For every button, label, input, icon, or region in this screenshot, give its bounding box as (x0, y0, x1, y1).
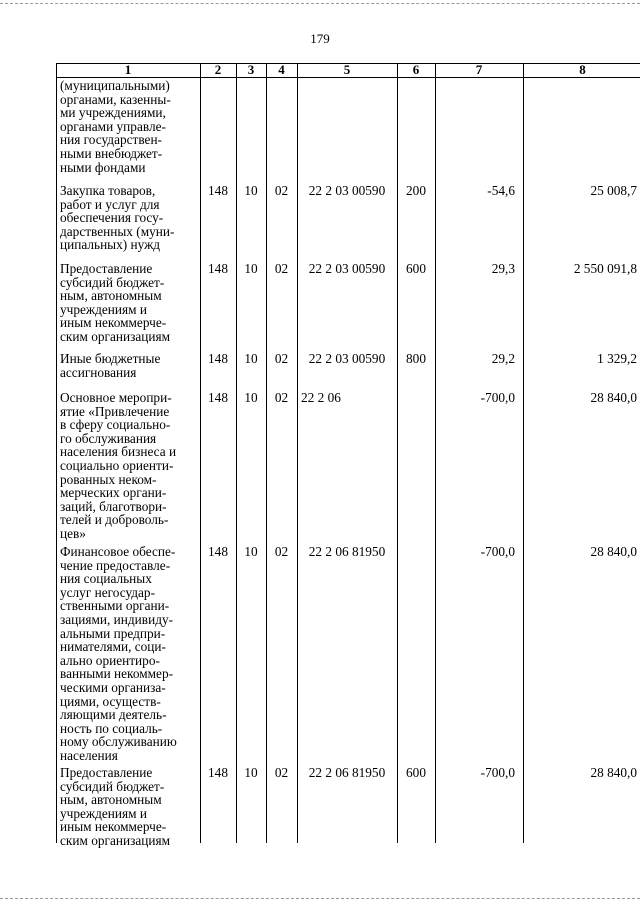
section-code: 10 (244, 544, 258, 559)
col-rule (266, 63, 267, 843)
section-code: 10 (244, 351, 258, 366)
target-article: 22 2 03 00590 (308, 261, 386, 276)
column-header-1: 1 (124, 62, 132, 77)
col-rule (523, 63, 524, 843)
subsection-code: 02 (274, 390, 289, 405)
column-header-5: 5 (343, 62, 351, 77)
subsection-code: 02 (274, 765, 289, 780)
change-amount: -700,0 (480, 765, 515, 780)
change-amount: -700,0 (480, 544, 515, 559)
change-amount: -700,0 (480, 390, 515, 405)
change-amount: 29,2 (491, 351, 515, 366)
total-amount: 28 840,0 (590, 390, 637, 405)
section-code: 10 (244, 765, 258, 780)
target-article: 22 2 06 81950 (308, 544, 386, 559)
change-amount: -54,6 (487, 183, 515, 198)
bottom-edge-line (0, 898, 640, 899)
expense-type: 600 (406, 765, 426, 780)
section-code: 10 (244, 183, 258, 198)
admin-code: 148 (208, 390, 228, 405)
expense-type: 800 (406, 351, 426, 366)
row-name: Основное меропри- ятие «Привлечение в сферу социально- го обслуживания населения бизнеса и социально ориенти- рованных неком- мерческих органи- заций, благотвори- телей и доброволь- цев» (60, 390, 177, 541)
column-header-2: 2 (214, 62, 222, 77)
total-amount: 28 840,0 (590, 765, 637, 780)
col-rule (236, 63, 237, 843)
target-article: 22 2 03 00590 (308, 183, 386, 198)
subsection-code: 02 (274, 544, 289, 559)
column-header-4: 4 (278, 62, 285, 77)
total-amount: 2 550 091,8 (573, 261, 637, 276)
change-amount: 29,3 (491, 261, 515, 276)
column-header-3: 3 (247, 62, 255, 77)
col-rule (200, 63, 201, 843)
row-name: Закупка товаров, работ и услуг для обеспечения госу- дарственных (муни- ципальных) нужд (60, 183, 175, 253)
row-name: Финансовое обеспе- чение предоставле- ния социальных услуг негосудар- ственными органи- зациями, индивиду- альными предпри- нимателями, соци- ально ориентиро- ванными некоммер- ческими организа- циями, осуществ- ляющими деятель- ность по социаль- ному обслуживанию населения (60, 544, 177, 763)
col-rule (397, 63, 398, 843)
col-rule (435, 63, 436, 843)
admin-code: 148 (208, 765, 228, 780)
row-name: Предоставление субсидий бюджет- ным, автономным учреждениям и иным некоммерче- ским организациям (60, 261, 171, 344)
column-header-6: 6 (412, 62, 420, 77)
target-article: 22 2 03 00590 (308, 351, 386, 366)
subsection-code: 02 (274, 183, 289, 198)
page-number: 179 (310, 31, 330, 46)
admin-code: 148 (208, 544, 228, 559)
row-name: (муниципальными) органами, казенны- ми учреждениями, органами управле- ния государствен- ными внебюджет- ными фондами (60, 78, 171, 175)
section-code: 10 (244, 390, 258, 405)
subsection-code: 02 (274, 261, 289, 276)
expense-type: 200 (406, 183, 426, 198)
admin-code: 148 (208, 183, 228, 198)
row-name: Предоставление субсидий бюджет- ным, автономным учреждениям и иным некоммерче- ским организациям (60, 765, 171, 848)
col-rule (56, 63, 57, 843)
top-edge-line (0, 3, 640, 4)
col-rule (297, 63, 298, 843)
section-code: 10 (244, 261, 258, 276)
total-amount: 25 008,7 (590, 183, 637, 198)
admin-code: 148 (208, 351, 228, 366)
row-name: Иные бюджетные ассигнования (60, 351, 161, 380)
admin-code: 148 (208, 261, 228, 276)
target-article: 22 2 06 81950 (308, 765, 386, 780)
total-amount: 28 840,0 (590, 544, 637, 559)
total-amount: 1 329,2 (597, 351, 637, 366)
target-article: 22 2 06 (301, 390, 341, 405)
subsection-code: 02 (274, 351, 289, 366)
column-header-7: 7 (475, 62, 483, 77)
column-header-8: 8 (579, 62, 586, 77)
expense-type: 600 (406, 261, 426, 276)
